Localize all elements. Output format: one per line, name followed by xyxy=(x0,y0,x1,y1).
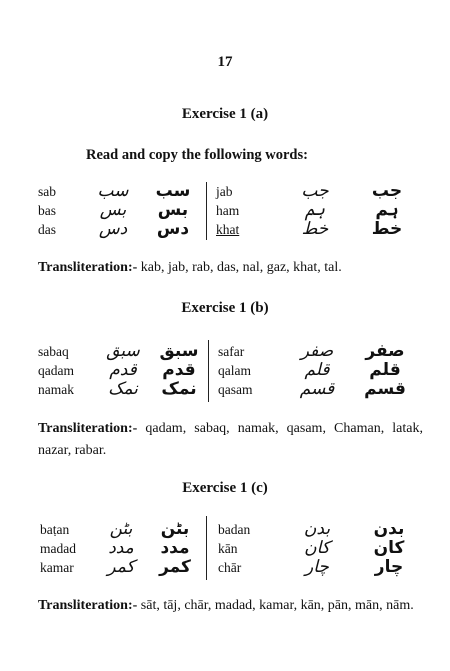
exercise-1b-right-print xyxy=(360,342,410,399)
transliteration-text: sāt, tāj, chār, madad, kamar, kān, pān, mān, nām. xyxy=(137,598,414,613)
urdu-print-word: بٹن xyxy=(160,519,190,539)
transliteration-label: Transliteration:- xyxy=(38,260,138,275)
urdu-script-word: قلم xyxy=(304,360,330,380)
word-latin: qadam xyxy=(38,363,74,378)
word-latin: baṭan xyxy=(40,522,70,537)
exercise-1a-left-latin xyxy=(38,182,56,239)
word-latin: qasam xyxy=(218,382,253,397)
word-latin: kān xyxy=(218,541,238,556)
urdu-script-word: قدم xyxy=(109,360,137,380)
exercise-1b-left-latin xyxy=(38,342,74,399)
urdu-print-word: کمر xyxy=(159,557,191,577)
exercise-1b-right-latin xyxy=(218,342,253,399)
urdu-script-word: نمک xyxy=(108,379,138,399)
urdu-print-word: مدد xyxy=(160,538,190,558)
transliteration-text: qadam, sabaq, namak, qasam, Chaman, latak, nazar, rabar. xyxy=(38,421,423,458)
word-latin: das xyxy=(38,222,56,237)
urdu-script-word: قسم xyxy=(299,379,335,399)
urdu-script-word: مدد xyxy=(108,538,134,558)
urdu-script-word: کمر xyxy=(107,557,135,577)
exercise-1b-transliteration xyxy=(38,418,423,462)
exercise-1a-left-script xyxy=(88,182,138,239)
urdu-script-word: ہم xyxy=(305,200,325,220)
urdu-script-word: خط xyxy=(301,219,329,239)
word-latin: ham xyxy=(216,203,240,218)
column-divider xyxy=(206,182,207,240)
word-latin: safar xyxy=(218,344,245,359)
word-latin: namak xyxy=(38,382,74,397)
exercise-1c-right-latin xyxy=(218,520,250,577)
urdu-print-word: نمک xyxy=(161,379,197,399)
exercise-1c-title: Exercise 1 (c) xyxy=(182,480,268,496)
exercise-1c-right-print xyxy=(364,520,414,577)
urdu-script-word: بٹن xyxy=(109,519,133,539)
urdu-script-word: بدن xyxy=(303,519,331,539)
urdu-print-word: سبق xyxy=(159,341,199,361)
exercise-1a-right-latin xyxy=(216,182,239,239)
urdu-print-word: قدم xyxy=(162,360,196,380)
exercise-1a-left-print xyxy=(148,182,198,239)
transliteration-label: Transliteration:- xyxy=(38,598,138,613)
transliteration-text: kab, jab, rab, das, nal, gaz, khat, tal. xyxy=(137,260,342,275)
exercise-1c-left-latin xyxy=(40,520,76,577)
exercise-1b-title: Exercise 1 (b) xyxy=(181,300,269,316)
urdu-script-word: کان xyxy=(304,538,330,558)
exercise-1a-right-script xyxy=(290,182,340,239)
column-divider xyxy=(206,516,207,580)
urdu-print-word: دس xyxy=(156,219,190,239)
urdu-script-word: سب xyxy=(97,181,129,201)
exercise-1a-transliteration xyxy=(38,257,423,279)
urdu-print-word: خط xyxy=(371,219,403,239)
urdu-script-word: دس xyxy=(98,219,128,239)
word-latin: chār xyxy=(218,560,242,575)
urdu-script-word: صفر xyxy=(300,341,334,361)
urdu-print-word: بس xyxy=(157,200,189,220)
exercise-1b-right-script xyxy=(292,342,342,399)
column-divider xyxy=(208,340,209,402)
urdu-print-word: صفر xyxy=(365,341,405,361)
instruction-text: Read and copy the following words: xyxy=(86,147,308,163)
exercise-1c-left-script xyxy=(96,520,146,577)
exercise-1c-right-script xyxy=(292,520,342,577)
exercise-1c-transliteration xyxy=(38,595,423,617)
urdu-print-word: کان xyxy=(373,538,405,558)
exercise-1c-left-print xyxy=(150,520,200,577)
transliteration-label: Transliteration:- xyxy=(38,421,138,436)
urdu-script-word: چار xyxy=(305,557,329,577)
word-latin: kamar xyxy=(40,560,74,575)
urdu-script-word: سبق xyxy=(106,341,140,361)
urdu-print-word: جب xyxy=(371,181,403,201)
urdu-print-word: قسم xyxy=(364,379,406,399)
exercise-1a-right-print xyxy=(362,182,412,239)
exercise-1a-title: Exercise 1 (a) xyxy=(181,106,269,122)
word-latin: qalam xyxy=(218,363,251,378)
word-latin: badan xyxy=(218,522,251,537)
urdu-print-word: چار xyxy=(374,557,404,577)
exercise-1b-left-print xyxy=(154,342,204,399)
urdu-print-word: بدن xyxy=(373,519,405,539)
urdu-script-word: جب xyxy=(301,181,329,201)
word-latin: sabaq xyxy=(38,344,69,359)
exercise-1b-left-script xyxy=(98,342,148,399)
word-latin: sab xyxy=(38,184,56,199)
page-number: 17 xyxy=(217,54,233,70)
word-latin: khat xyxy=(216,222,240,237)
urdu-print-word: سب xyxy=(155,181,191,201)
urdu-print-word: ہم xyxy=(375,200,399,220)
word-latin: madad xyxy=(40,541,76,556)
word-latin: jab xyxy=(216,184,233,199)
urdu-print-word: قلم xyxy=(369,360,401,380)
word-latin: bas xyxy=(38,203,56,218)
urdu-script-word: بس xyxy=(99,200,127,220)
